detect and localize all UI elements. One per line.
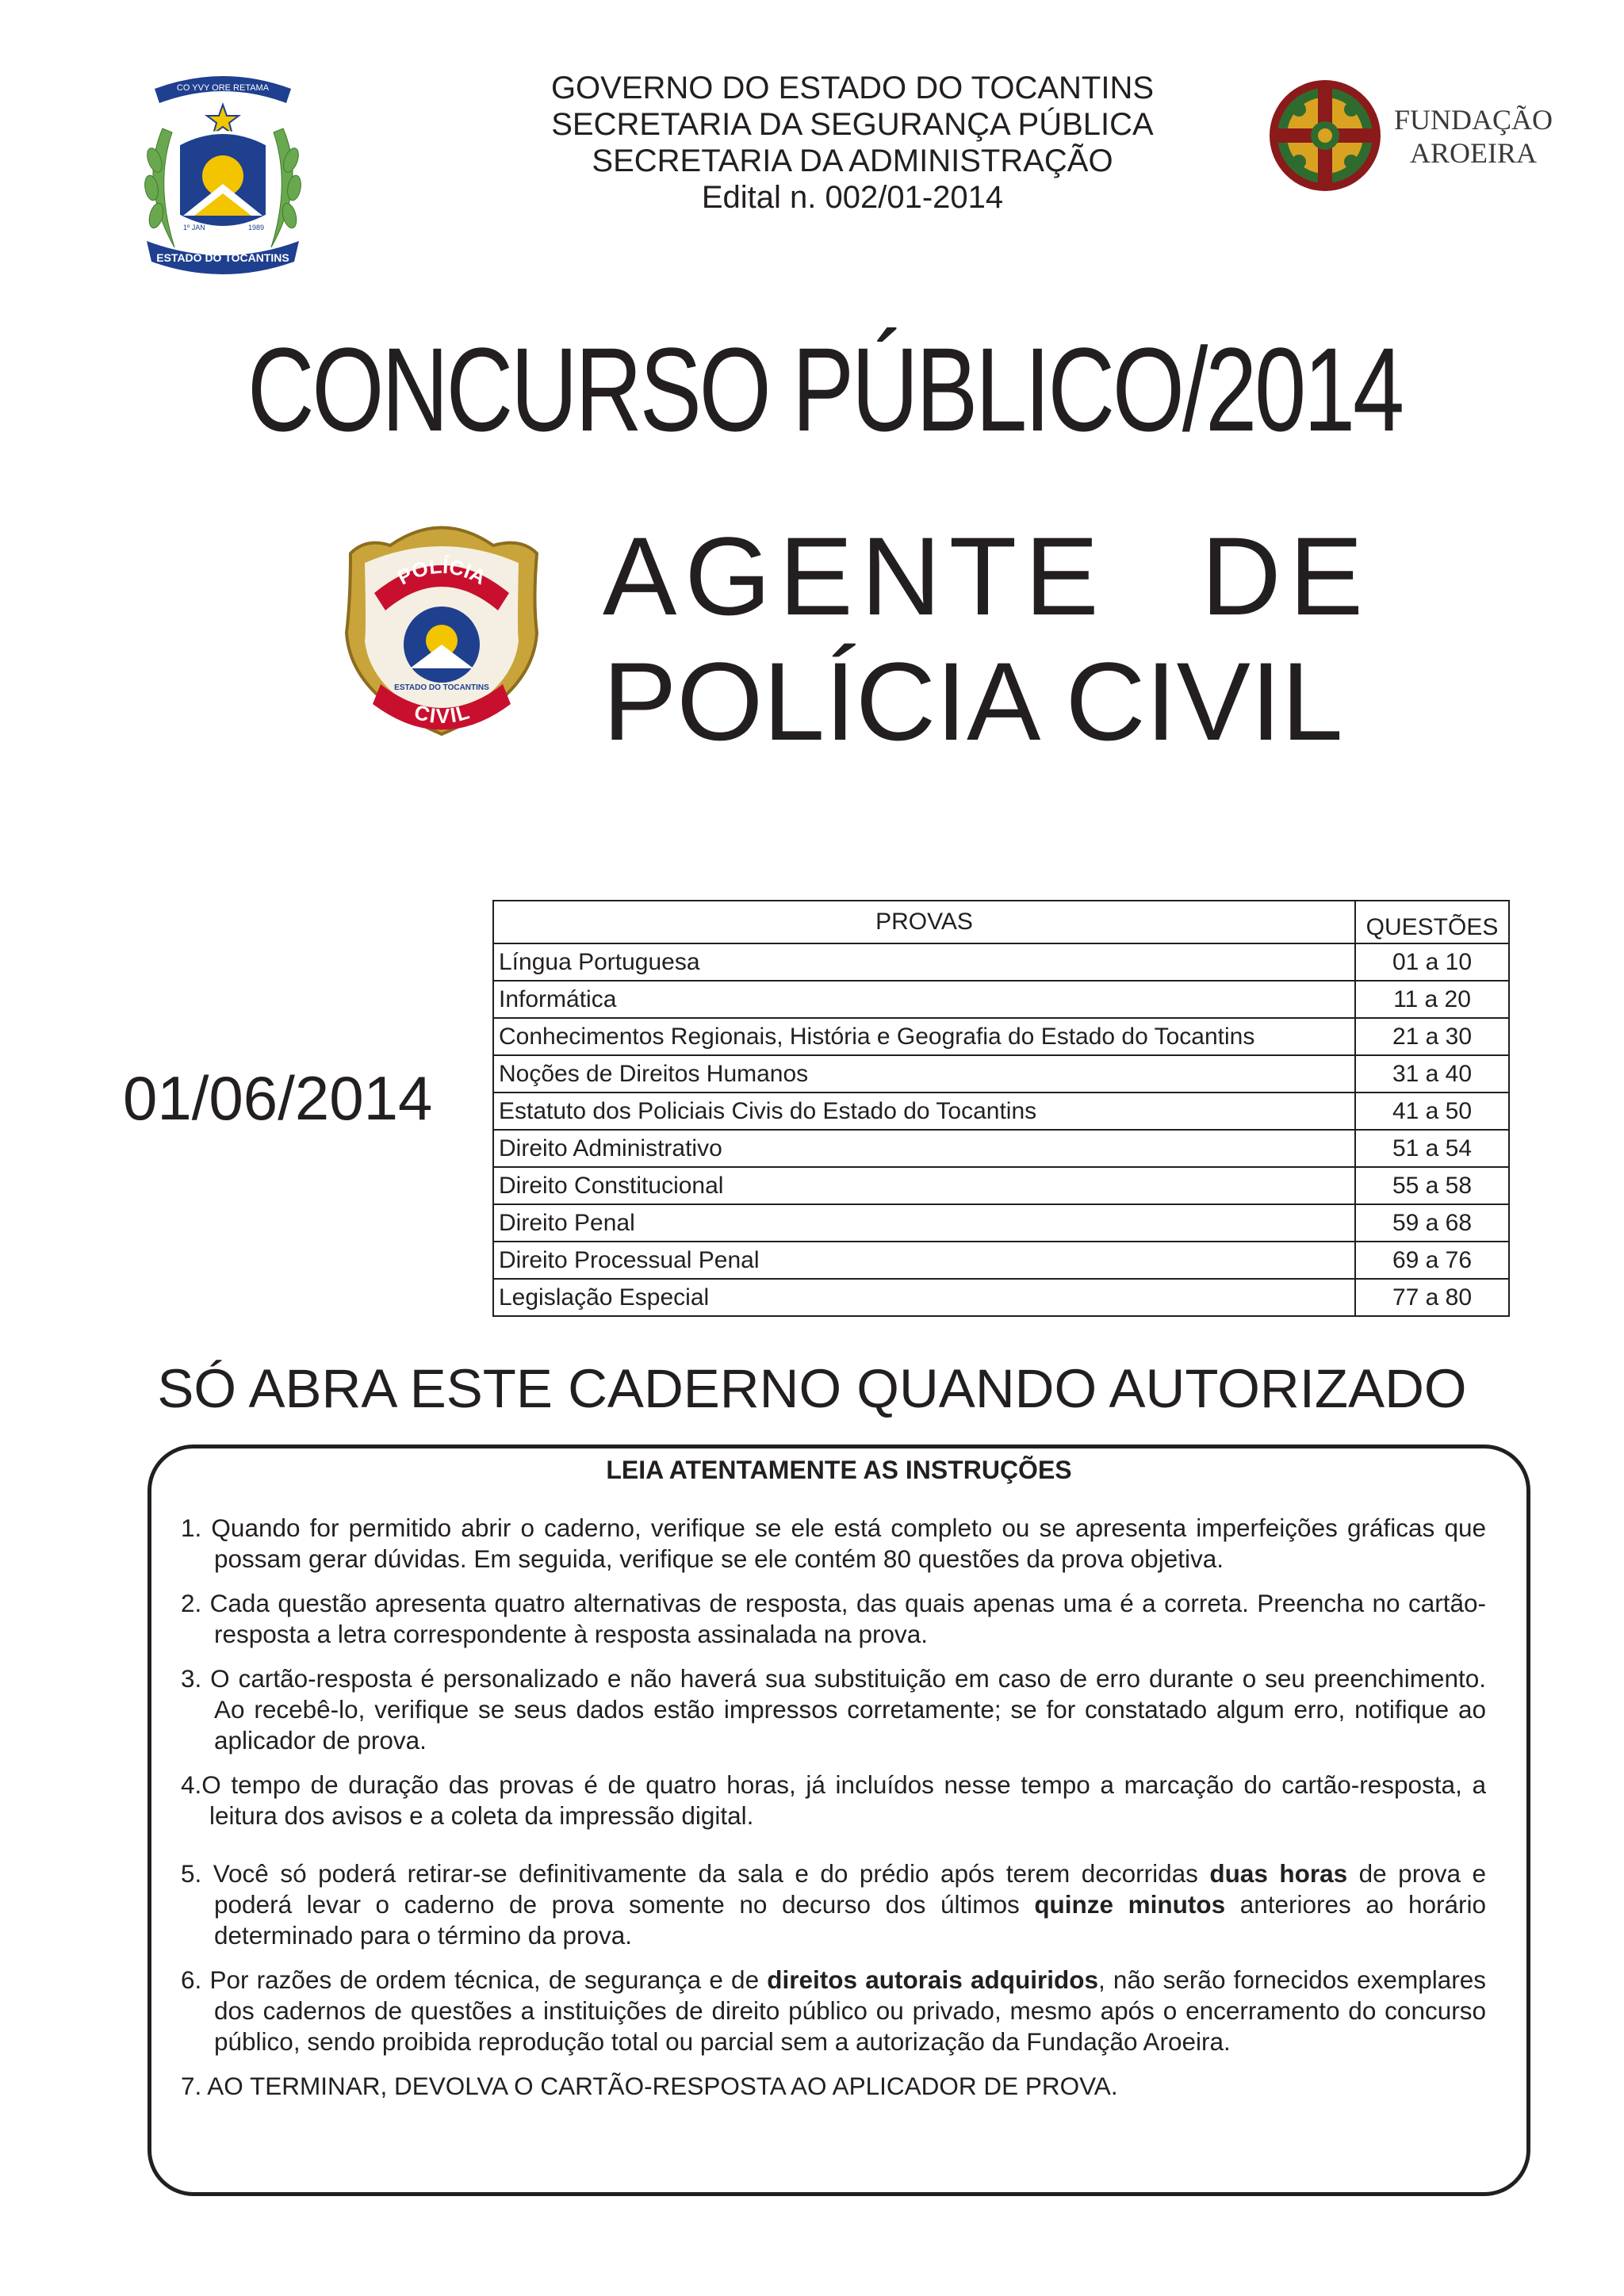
table-row xyxy=(493,1130,1509,1167)
emblem-date-left: 1º JAN xyxy=(183,224,205,232)
table-cell-subject: Estatuto dos Policiais Civis do Estado do Tocantins xyxy=(493,1093,1355,1130)
instruction-2: 2. Cada questão apresenta quatro alternativas de resposta, das quais apenas uma é a correta. Preencha no cartão-resposta a letra correspondente à resposta assinalada na prova. xyxy=(181,1589,1486,1648)
open-warning: SÓ ABRA ESTE CADERNO QUANDO AUTORIZADO xyxy=(157,1358,1467,1419)
foundation-name xyxy=(1378,103,1568,170)
table-cell-subject: Legislação Especial xyxy=(493,1279,1355,1316)
table-header-subject: PROVAS xyxy=(493,901,1355,943)
emblem-motto: CO YVY ORE RETAMA xyxy=(176,83,270,93)
table-cell-questions: 51 a 54 xyxy=(1355,1130,1509,1167)
emblem-ribbon: ESTADO DO TOCANTINS xyxy=(156,251,289,264)
table-row xyxy=(493,1167,1509,1204)
table-cell-questions: 31 a 40 xyxy=(1355,1055,1509,1093)
table-cell-subject: Informática xyxy=(493,981,1355,1018)
table-cell-subject: Direito Administrativo xyxy=(493,1130,1355,1167)
table-row xyxy=(493,1093,1509,1130)
instruction-3: 3. O cartão-resposta é personalizado e não haverá sua substituição em caso de erro durante o seu preenchimento. Ao recebê-lo, verifique se seus dados estão impressos corretamente; se for constatado algum erro, notifique ao aplicador de prova. xyxy=(181,1664,1486,1755)
table-header-questions: QUESTÕES xyxy=(1355,901,1509,943)
table-cell-subject: Noções de Direitos Humanos xyxy=(493,1055,1355,1093)
table-cell-subject: Direito Penal xyxy=(493,1204,1355,1242)
exam-subjects-table xyxy=(492,900,1510,1317)
table-cell-questions: 55 a 58 xyxy=(1355,1167,1509,1204)
instruction-5-bold-a: duas horas xyxy=(1209,1859,1348,1888)
main-title: CONCURSO PÚBLICO/2014 xyxy=(247,323,1402,456)
instruction-5-text-c: anteriores ao horário determinado para o término da prova. xyxy=(214,1890,1487,1950)
header-edital: Edital n. 002/01-2014 xyxy=(701,180,1004,215)
foundation-aroeira-logo-icon xyxy=(1267,76,1383,195)
table-row xyxy=(493,1242,1509,1279)
instruction-6-text-a: 6. Por razões de ordem técnica, de segurança e de xyxy=(181,1965,768,1994)
instruction-6 xyxy=(181,1965,1486,2057)
table-cell-questions: 01 a 10 xyxy=(1355,943,1509,981)
instruction-6-bold: direitos autorais adquiridos xyxy=(767,1965,1098,1994)
table-cell-subject: Língua Portuguesa xyxy=(493,943,1355,981)
badge-bottom-text: CIVIL xyxy=(412,699,473,729)
table-row xyxy=(493,943,1509,981)
table-row xyxy=(493,1204,1509,1242)
table-cell-questions: 77 a 80 xyxy=(1355,1279,1509,1316)
table-cell-subject: Direito Constitucional xyxy=(493,1167,1355,1204)
instructions-list xyxy=(181,1513,1486,2115)
foundation-name-line1: FUNDAÇÃO xyxy=(1393,104,1553,136)
table-row xyxy=(493,981,1509,1018)
instruction-5-text-b: de prova e poderá levar o caderno de prova somente no decurso dos últimos xyxy=(214,1859,1486,1919)
instruction-5-bold-b: quinze minutos xyxy=(1034,1890,1226,1919)
header-security-secretariat: SECRETARIA DA SEGURANÇA PÚBLICA xyxy=(551,107,1154,142)
police-civil-badge-logo xyxy=(335,514,549,736)
table-cell-questions: 21 a 30 xyxy=(1355,1018,1509,1055)
instructions-title: LEIA ATENTAMENTE AS INSTRUÇÕES xyxy=(606,1456,1072,1484)
exam-date: 01/06/2014 xyxy=(123,1063,433,1133)
table-cell-questions: 69 a 76 xyxy=(1355,1242,1509,1279)
emblem-date-right: 1989 xyxy=(248,224,265,232)
table-row xyxy=(493,1055,1509,1093)
table-cell-questions: 11 a 20 xyxy=(1355,981,1509,1018)
instruction-5 xyxy=(181,1858,1486,1951)
badge-top-text: POLÍCIA xyxy=(393,553,490,590)
header-administration-secretariat: SECRETARIA DA ADMINISTRAÇÃO xyxy=(592,144,1113,178)
instruction-7: 7. AO TERMINAR, DEVOLVA O CARTÃO-RESPOSTA AO APLICADOR DE PROVA. xyxy=(181,2072,1118,2100)
instruction-4: 4.O tempo de duração das provas é de quatro horas, já incluídos nesse tempo a marcação do cartão-resposta, a leitura dos avisos e a coleta da impressão digital. xyxy=(181,1770,1486,1830)
instruction-6-text-b: , não serão fornecidos exemplares dos cadernos de questões a instituições de direito público ou privado, mesmo após o encerramento do concurso público, sendo proibida reprodução total ou parcial sem a autorização da Fundação Aroeira. xyxy=(214,1965,1486,2056)
state-emblem-logo xyxy=(131,65,315,279)
table-cell-questions: 59 a 68 xyxy=(1355,1204,1509,1242)
instruction-5-text-a: 5. Você só poderá retirar-se definitivamente da sala e do prédio após terem decorridas xyxy=(181,1859,1210,1888)
header-government: GOVERNO DO ESTADO DO TOCANTINS xyxy=(550,71,1155,105)
position-title-line2: POLÍCIA CIVIL xyxy=(603,639,1343,763)
badge-ribbon-text: ESTADO DO TOCANTINS xyxy=(394,683,489,692)
table-row xyxy=(493,1018,1509,1055)
table-row xyxy=(493,1279,1509,1316)
table-cell-subject: Direito Processual Penal xyxy=(493,1242,1355,1279)
instruction-1: 1. Quando for permitido abrir o caderno, verifique se ele está completo ou se apresenta imperfeições gráficas que possam gerar dúvidas. Em seguida, verifique se ele contém 80 questões da prova objetiva. xyxy=(181,1513,1486,1573)
header-text xyxy=(476,70,1229,216)
table-header-row xyxy=(493,901,1509,943)
position-title-line1: AGENTE DE xyxy=(603,514,1372,638)
foundation-name-line2: AROEIRA xyxy=(1410,137,1537,169)
position-title xyxy=(603,514,1371,764)
table-cell-subject: Conhecimentos Regionais, História e Geografia do Estado do Tocantins xyxy=(493,1018,1355,1055)
table-cell-questions: 41 a 50 xyxy=(1355,1093,1509,1130)
